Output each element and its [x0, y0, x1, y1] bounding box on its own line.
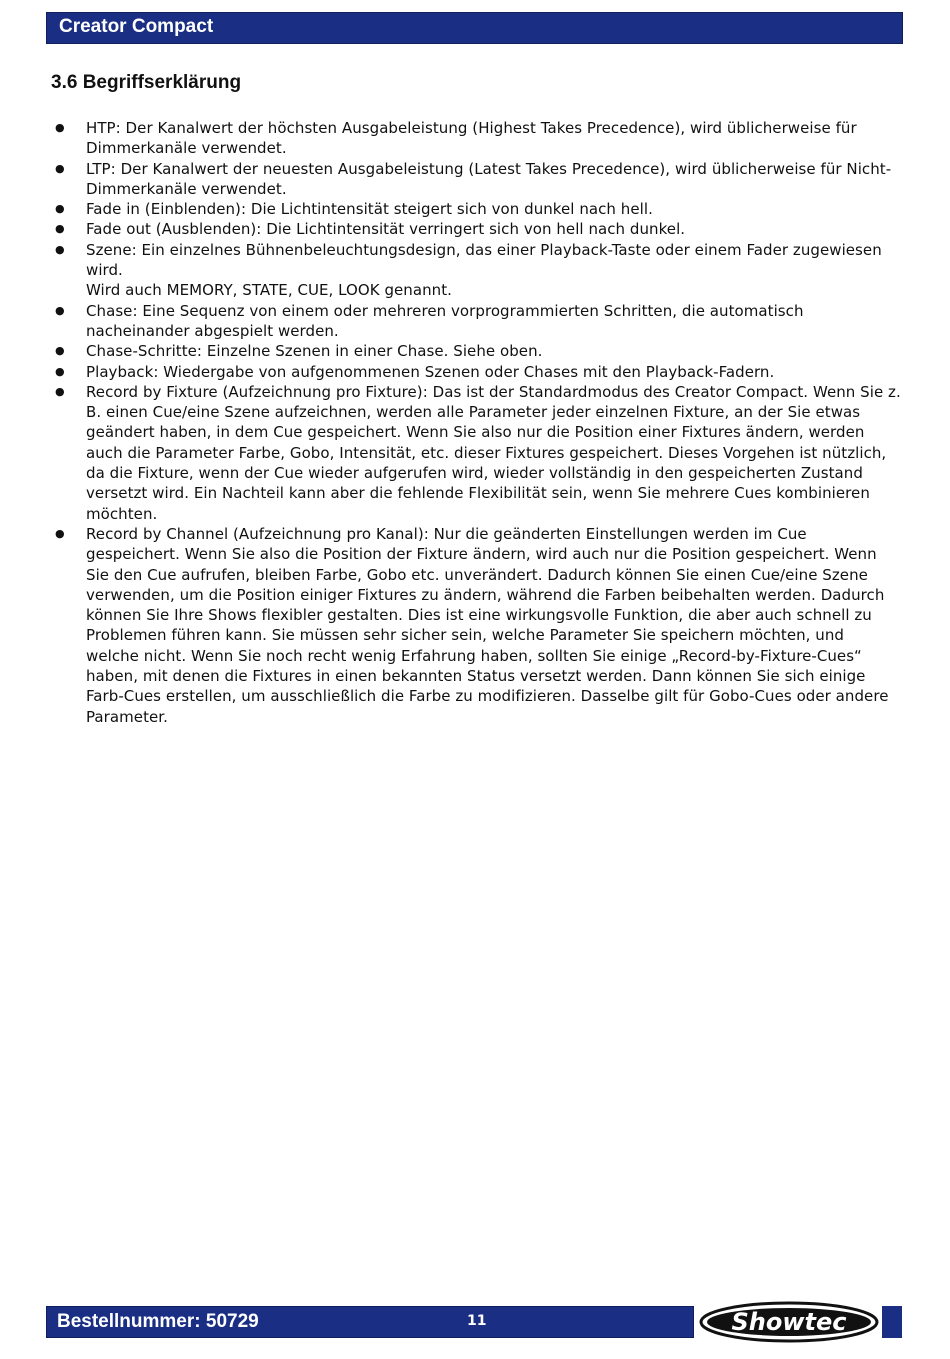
footer-end-block [882, 1306, 902, 1338]
bullet-icon: ● [55, 303, 65, 317]
order-number: Bestellnummer: 50729 [57, 1311, 259, 1332]
document-title: Creator Compact [59, 16, 214, 37]
bullet-icon: ● [55, 344, 65, 358]
bullet-icon: ● [55, 384, 65, 398]
section-heading: 3.6 Begriffserklärung [51, 72, 242, 93]
list-item: ● Fade out (Ausblenden): Die Lichtintensität verringert sich von hell nach dunkel. [55, 220, 686, 239]
list-item: ● Record by Channel (Aufzeichnung pro Kanal): Nur die geänderten Einstellungen werden im Cue gespeichert. Wenn Sie also die Position der Fixture ändern, wird auch nur die Position gespeichert. Wenn Sie den Cue aufrufen, bleiben Farbe, Gobo etc. unverändert. Dadurch können Sie einen Cue/eine Szene verwenden, um die Position einiger Fixtures zu ändern, während die Farben beibehalten werden. Dadurch können Sie Ihre Shows flexibler gestalten. Dies ist eine wirkungsvolle Funktion, die aber auch schnell zu Problemen führen kann. Sie müssen sehr sicher sein, welche Parameter Sie speichern möchten, und welche nicht. Wenn Sie noch recht wenig Erfahrung haben, sollten Sie einige „Record-by-Fixture-Cues“ haben, mit denen die Fixtures in einen bekannten Status versetzt werden. Dann können Sie sich einige Farb-Cues erstellen, um ausschließlich die Farbe zu modifizieren. Dasselbe gilt für Gobo-Cues oder andere Parameter. [55, 524, 889, 726]
glossary-list [51, 118, 901, 727]
list-item: ● Playback: Wiedergabe von aufgenommenen Szenen oder Chases mit den Playback-Fadern. [55, 362, 775, 381]
svg-text:Showtec: Showtec [731, 1308, 847, 1336]
bullet-icon: ● [55, 526, 65, 540]
bullet-icon: ● [55, 161, 65, 175]
showtec-logo [698, 1299, 880, 1345]
list-item: ● HTP: Der Kanalwert der höchsten Ausgabeleistung (Highest Takes Precedence), wird üblicherweise für Dimmerkanäle verwendet. [55, 119, 857, 158]
list-item: ● Chase-Schritte: Einzelne Szenen in einer Chase. Siehe oben. [55, 342, 543, 361]
page-number: 11 [467, 1313, 487, 1329]
bullet-icon: ● [55, 364, 65, 378]
header-bar [46, 12, 903, 44]
list-item: ● Fade in (Einblenden): Die Lichtintensität steigert sich von dunkel nach hell. [55, 200, 653, 219]
bullet-icon: ● [55, 242, 65, 256]
list-item: ● Chase: Eine Sequenz von einem oder mehreren vorprogrammierten Schritten, die automatisch nacheinander abgespielt werden. [55, 301, 804, 340]
list-item: ● Szene: Ein einzelnes Bühnenbeleuchtungsdesign, das einer Playback-Taste oder einem Fader zugewiesen wird. Wird auch MEMORY, STATE, CUE, LOOK genannt. [55, 240, 882, 300]
footer-bar [46, 1306, 694, 1338]
bullet-icon: ● [55, 222, 65, 236]
list-item: ● LTP: Der Kanalwert der neuesten Ausgabeleistung (Latest Takes Precedence), wird üblicherweise für Nicht-Dimmerkanäle verwendet. [55, 159, 892, 198]
bullet-icon: ● [55, 202, 65, 216]
list-item: ● Record by Fixture (Aufzeichnung pro Fixture): Das ist der Standardmodus des Creator Compact. Wenn Sie z. B. einen Cue/eine Szene aufzeichnen, werden alle Parameter jeder einzelnen Fixture, an der Sie etwas geändert haben, in dem Cue gespeichert. Wenn Sie also nur die Position einer Fixtures ändern, werden auch die Parameter Farbe, Gobo, Intensität, etc. dieser Fixtures gespeichert. Dieses Vorgehen ist nützlich, da die Fixture, wenn der Cue wieder aufgerufen wird, wieder vollständig in den gespeicherten Zustand versetzt wird. Ein Nachteil kann aber die fehlende Flexibilität sein, wenn Sie mehrere Cues kombinieren möchten. [55, 382, 901, 523]
bullet-icon: ● [55, 121, 65, 134]
